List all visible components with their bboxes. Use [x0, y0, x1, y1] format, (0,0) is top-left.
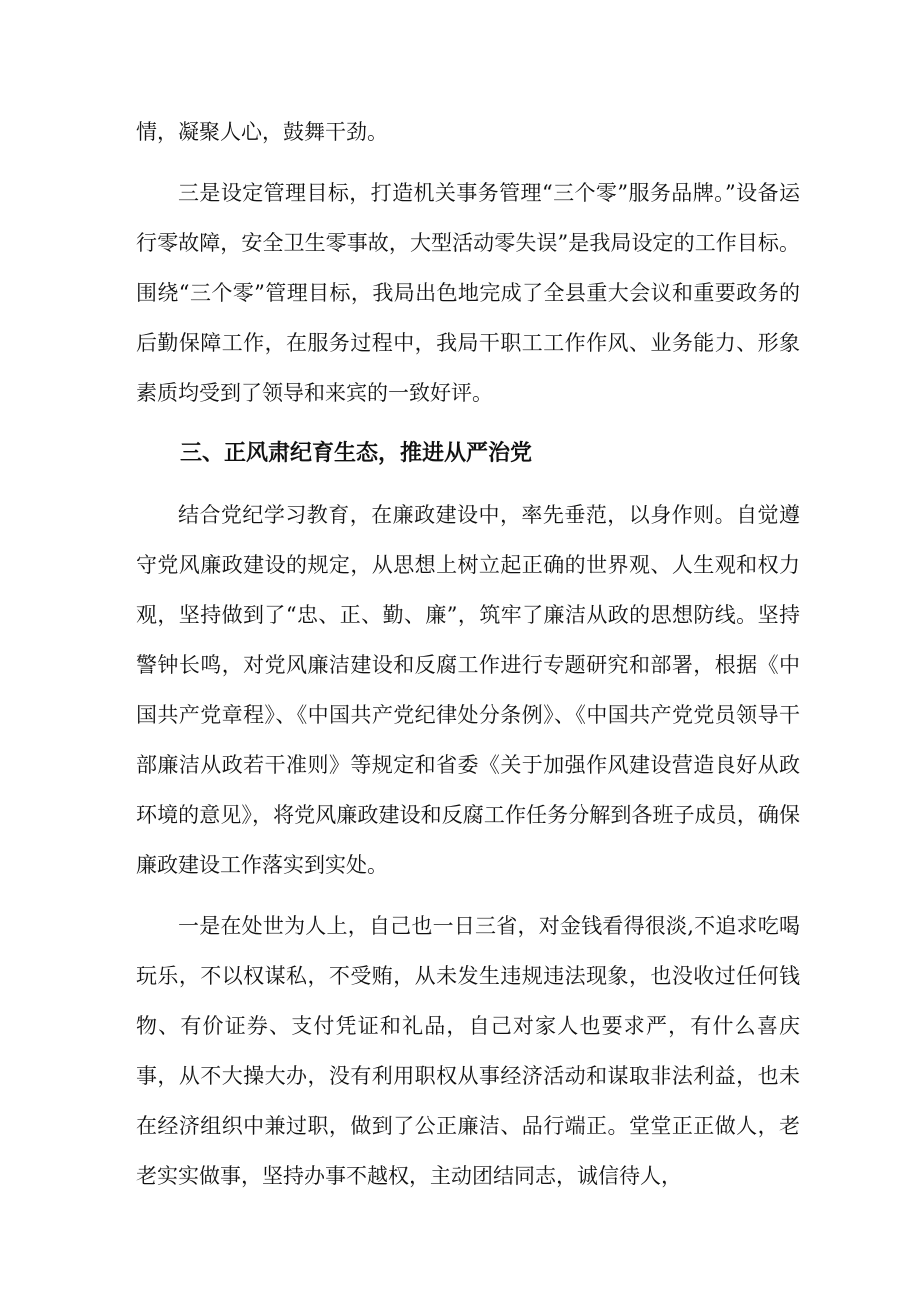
paragraph-continuation: 情，凝聚人心，鼓舞干劲。	[136, 120, 388, 144]
section-heading: 三、正风肃纪育生态，推进从严治党	[180, 441, 533, 466]
paragraph-integrity-building: 结合党纪学习教育，在廉政建设中，率先垂范，以身作则。自觉遵守党风廉政建设的规定，从思想上树立起正确的世界观、人生观和权力观，坚持做到了“忠、正、勤、廉”，筑牢了廉洁从政的思想防线。坚持警钟长鸣，对党风廉洁建设和反腐工作进行专题研究和部署，根据《中国共产党章程》、《中国共产党纪律处分条例》、《中国共产党党员领导干部廉洁从政若干准则》等规定和省委《关于加强作风建设营造良好从政环境的意见》，将党风廉政建设和反腐工作任务分解到各班子成员，确保廉政建设工作落实到实处。	[136, 503, 800, 877]
paragraph-management-goals: 三是设定管理目标，打造机关事务管理“三个零”服务品牌。”设备运行零故障，安全卫生零事故，大型活动零失误”是我局设定的工作目标。围绕“三个零”管理目标，我局出色地完成了全县重大会议和重要政务的后勤保障工作，在服务过程中，我局干职工工作作风、业务能力、形象素质均受到了领导和来宾的一致好评。	[136, 181, 800, 405]
document-body	[136, 107, 800, 1201]
paragraph-personal-conduct: 一是在处世为人上，自己也一日三省，对金钱看得很淡,不追求吃喝玩乐，不以权谋私，不受贿，从未发生违规违法现象，也没收过任何钱物、有价证券、支付凭证和礼品，自己对家人也要求严，有什么喜庆事，从不大操大办，没有利用职权从事经济活动和谋取非法利益，也未在经济组织中兼过职，做到了公正廉洁、品行端正。堂堂正正做人，老老实实做事，坚持办事不越权，主动团结同志，诚信待人，	[136, 914, 800, 1188]
